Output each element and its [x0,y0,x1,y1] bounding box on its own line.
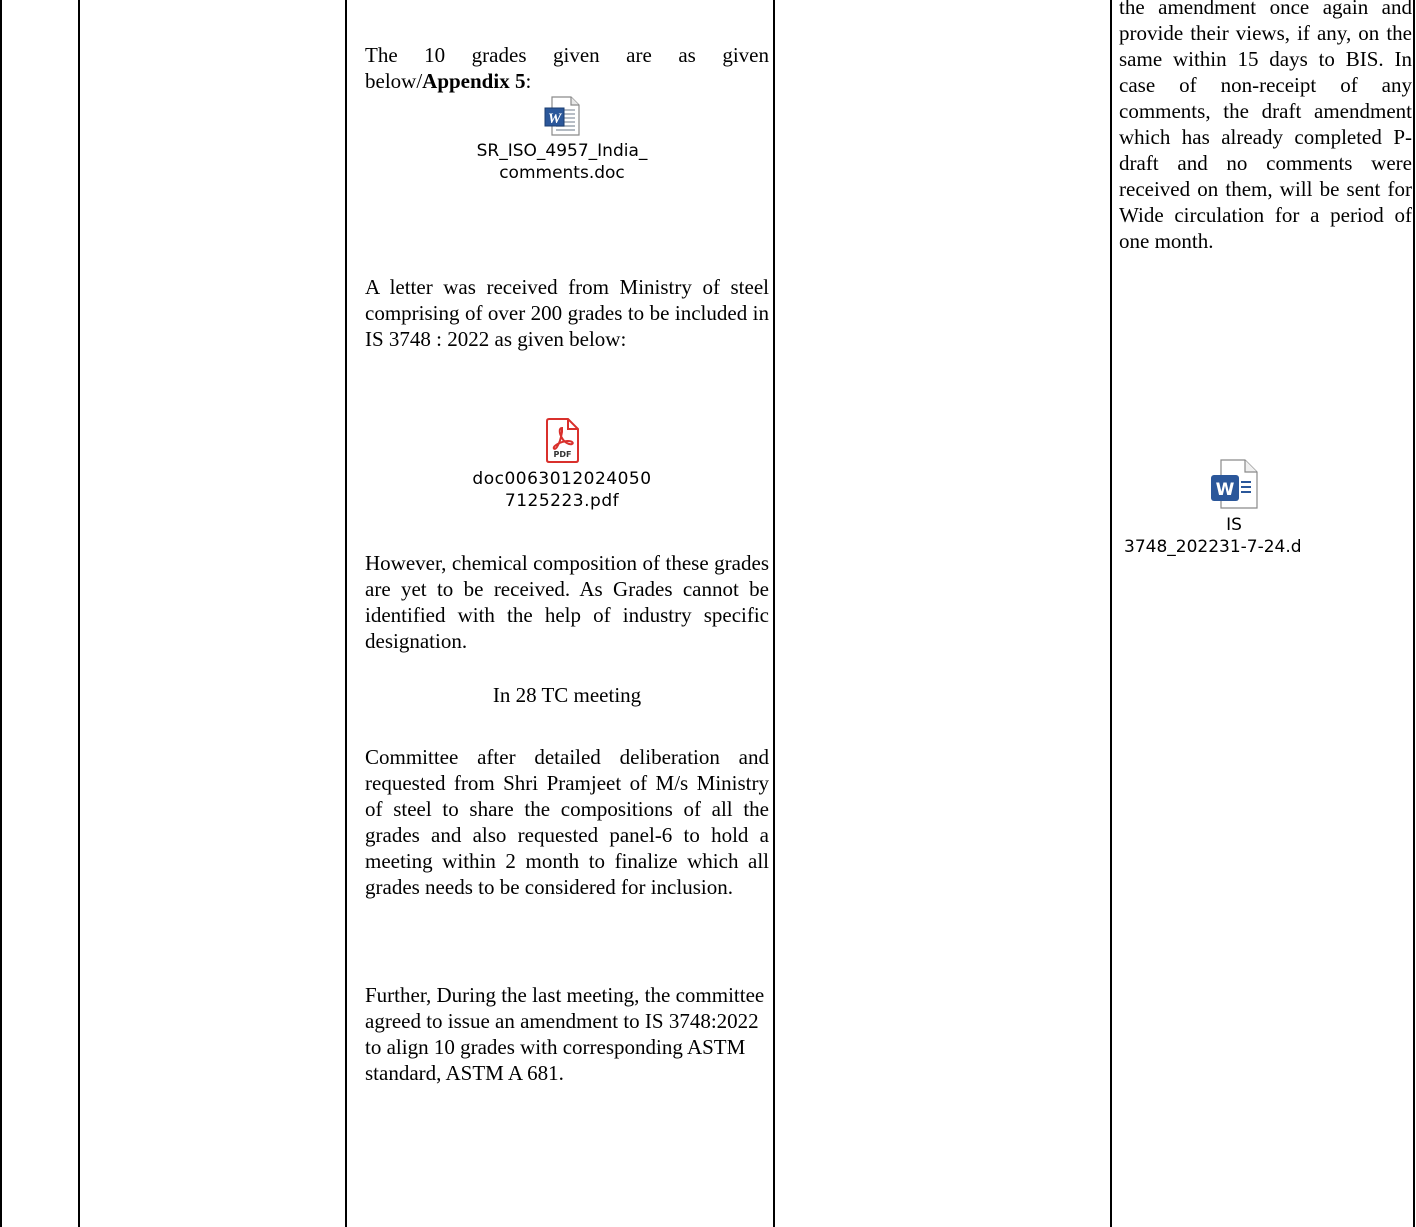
pdf-icon [544,418,580,464]
attachment-pdf[interactable] [437,418,687,512]
table-cell-col3 [357,0,771,1227]
paragraph-composition-pending: However, chemical composition of these grades are yet to be received. As Grades cannot be identified with the help of industry specific designation. [365,551,769,653]
paragraph-last-meeting: Further, During the last meeting, the committee agreed to issue an amendment to IS 3748:2022 to align 10 grades with corresponding ASTM standard, ASTM A 681. [365,983,765,1085]
grades-intro-text: The 10 grades given are as given below/ [365,43,769,93]
paragraph-committee-deliberation: Committee after detailed deliberation and requested from Shri Pramjeet of M/s Ministry of steel to share the compositions of all the grades and also requested panel-6 to hold a meeting within 2 month to finalize which all grades needs to be considered for inclusion. [365,745,769,899]
attachment-filename-line2: comments.doc [499,163,625,183]
attachment-filename-line2: 3748_202231-7-24.d [1124,537,1302,557]
svg-text:W: W [547,111,562,127]
attachment-word[interactable] [1114,458,1354,558]
table-cell-col4 [775,0,1110,1227]
table-cell-col5 [1114,0,1414,1227]
attachment-word-doc[interactable] [437,96,687,184]
paragraph-grades-intro [365,42,769,94]
word-icon [1209,458,1259,510]
svg-text:W: W [1215,480,1235,500]
attachment-filename-line1: doc0063012024050 [472,469,652,489]
table-cell-col2 [80,0,345,1227]
table-border-4 [1110,0,1112,1227]
paragraph-ministry-letter: A letter was received from Ministry of steel comprising of over 200 grades to be included in IS 3748 : 2022 as given below: [365,275,769,351]
paragraph-amendment-views: the amendment once again and provide their views, if any, on the same within 15 days to BIS. In case of non-receipt of any comments, the draft amendment which has already completed P-draft and no comments were received on them, will be sent for Wide circulation for a period of one month. [1119,0,1412,253]
attachment-filename-line1: IS [1226,515,1242,535]
table-border-2 [345,0,347,1227]
attachment-filename-line1: SR_ISO_4957_India_ [476,141,648,161]
colon: : [525,69,532,93]
attachment-filename-line2: 7125223.pdf [504,491,620,511]
word-doc-icon [544,96,580,136]
svg-text:PDF: PDF [553,450,572,459]
appendix-reference: Appendix 5 [422,69,526,93]
table-cell-col1 [2,0,78,1227]
heading-tc-meeting: In 28 TC meeting [492,683,642,707]
